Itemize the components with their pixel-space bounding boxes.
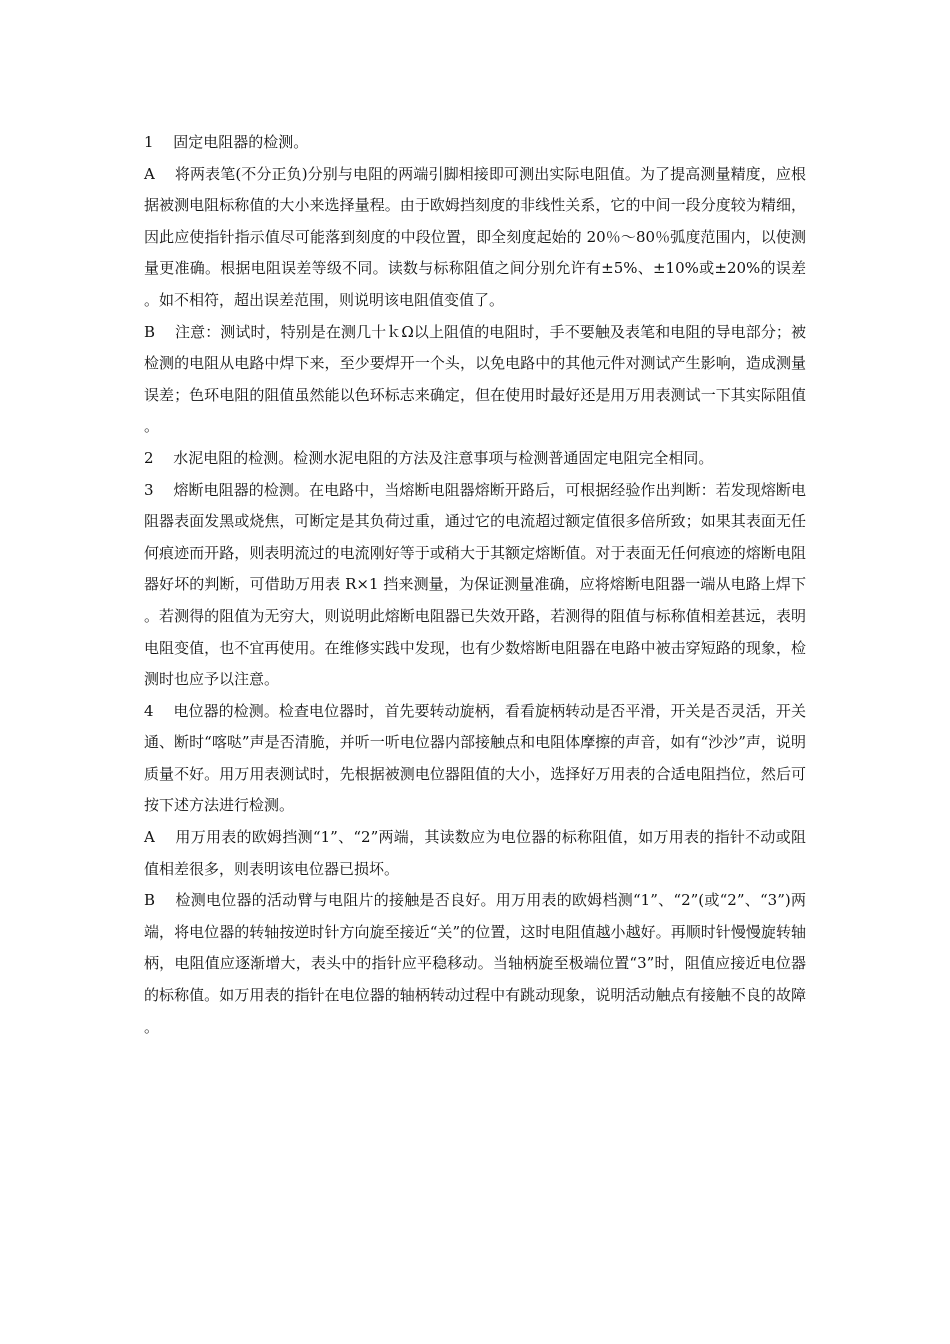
paragraph-potentiometer-a: A 用万用表的欧姆挡测“1”、“2”两端，其读数应为电位器的标称阻值，如万用表的指针不动或阻值相差很多，则表明该电位器已损坏。 xyxy=(144,828,806,878)
paragraph-fixed-resistor-a: A 将两表笔(不分正负)分别与电阻的两端引脚相接即可测出实际电阻值。为了提高测量精度，应根据被测电阻标称值的大小来选择量程。由于欧姆挡刻度的非线性关系，它的中间一段分度较为精细，因此应使指针指示值尽可能落到刻度的中段位置，即全刻度起始的 20％～80％弧度范围内，以使测量更准确。根据电阻误差等级不同。读数与标称阻值之间分别允许有±5%、±10%或±20%的误差。如不相符，超出误差范围，则说明该电阻值变值了。 xyxy=(144,164,806,309)
document-body xyxy=(144,127,806,1043)
paragraph-fuse-resistor: 3 熔断电阻器的检测。在电路中，当熔断电阻器熔断开路后，可根据经验作出判断：若发现熔断电阻器表面发黑或烧焦，可断定是其负荷过重，通过它的电流超过额定值很多倍所致；如果其表面无任何痕迹而开路，则表明流过的电流刚好等于或稍大于其额定熔断值。对于表面无任何痕迹的熔断电阻器好坏的判断，可借助万用表 R×1 挡来测量，为保证测量准确，应将熔断电阻器一端从电路上焊下。若测得的阻值为无穷大，则说明此熔断电阻器已失效开路，若测得的阻值与标称值相差甚远，表明电阻变值，也不宜再使用。在维修实践中发现，也有少数熔断电阻器在电路中被击穿短路的现象，检测时也应予以注意。 xyxy=(144,480,806,689)
paragraph-cement-resistor: 2 水泥电阻的检测。检测水泥电阻的方法及注意事项与检测普通固定电阻完全相同。 xyxy=(144,448,714,467)
paragraph-fixed-resistor-title: 1 固定电阻器的检测。 xyxy=(144,133,309,151)
paragraph-fixed-resistor-b: B 注意：测试时，特别是在测几十ｋΩ以上阻值的电阻时，手不要触及表笔和电阻的导电部分；被检测的电阻从电路中焊下来，至少要焊开一个头，以免电路中的其他元件对测试产生影响，造成测量误差；色环电阻的阻值虽然能以色环标志来确定，但在使用时最好还是用万用表测试一下其实际阻值。 xyxy=(144,322,806,436)
paragraph-potentiometer: 4 电位器的检测。检查电位器时，首先要转动旋柄，看看旋柄转动是否平滑，开关是否灵活，开关通、断时“喀哒”声是否清脆，并听一听电位器内部接触点和电阻体摩擦的声音，如有“沙沙”声，说明质量不好。用万用表测试时，先根据被测电位器阻值的大小，选择好万用表的合适电阻挡位，然后可按下述方法进行检测。 xyxy=(144,701,806,815)
paragraph-potentiometer-b: B 检测电位器的活动臂与电阻片的接触是否良好。用万用表的欧姆档测“1”、“2”(或“2”、“3”)两端，将电位器的转轴按逆时针方向旋至接近“关”的位置，这时电阻值越小越好。再顺时针慢慢旋转轴柄，电阻值应逐渐增大，表头中的指针应平稳移动。当轴柄旋至极端位置“3”时，阻值应接近电位器的标称值。如万用表的指针在电位器的轴柄转动过程中有跳动现象，说明活动触点有接触不良的故障。 xyxy=(144,891,806,1036)
